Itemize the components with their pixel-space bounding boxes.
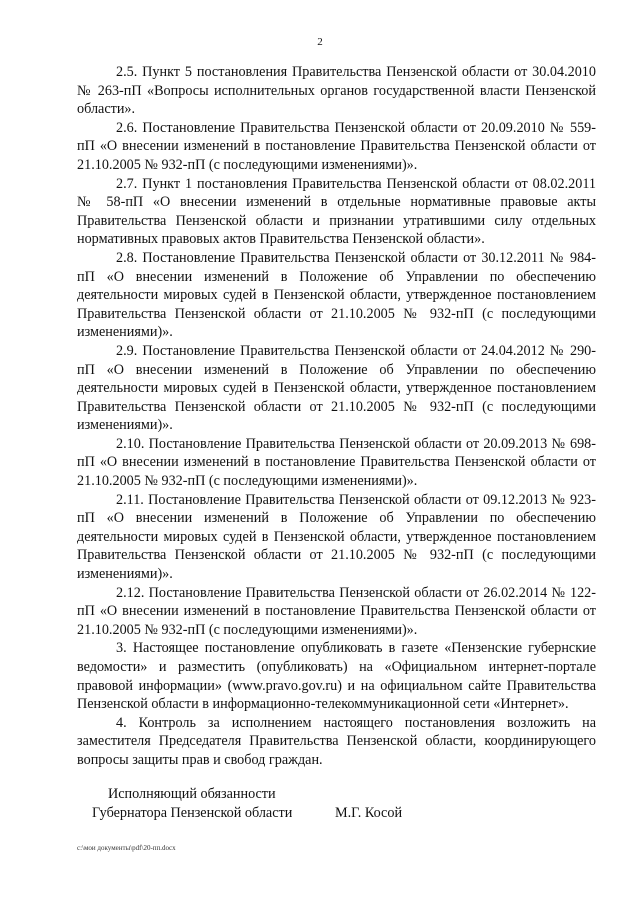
file-path-footer: c:\мои документы\pdf\20-пп.docx xyxy=(77,844,176,852)
paragraph-2-12: 2.12. Постановление Правительства Пензенской области от 26.02.2014 № 122-пП «О внесении изменений в постановление Правительства Пензенской области от 21.10.2005 № 932-пП (с последующими изменениями)». xyxy=(77,584,596,638)
signatory-name: М.Г. Косой xyxy=(335,805,403,821)
page-number: 2 xyxy=(317,36,323,48)
paragraph-2-8: 2.8. Постановление Правительства Пензенской области от 30.12.2011 № 984-пП «О внесении изменений в Положение об Управлении по обеспечению деятельности мировых судей в Пензенской области, утвержденное постановлением Правительства Пензенской области от 21.10.2005 № 932-пП (с последующими изменениями)». xyxy=(77,249,596,341)
paragraph-2-10: 2.10. Постановление Правительства Пензенской области от 20.09.2013 № 698-пП «О внесении изменений в постановление Правительства Пензенской области от 21.10.2005 № 932-пП (с последующими изменениями)». xyxy=(77,435,596,490)
signatory-title-line1: Исполняющий обязанности xyxy=(108,786,276,802)
paragraph-2-11: 2.11. Постановление Правительства Пензенской области от 09.12.2013 № 923-пП «О внесении изменений в Положение об Управлении по обеспечению деятельности мировых судей в Пензенской области, утвержденное постановлением Правительства Пензенской области от 21.10.2005 № 932-пП (с последующими изменениями)». xyxy=(77,491,596,583)
paragraph-2-6: 2.6. Постановление Правительства Пензенской области от 20.09.2010 № 559-пП «О внесении изменений в постановление Правительства Пензенской области от 21.10.2005 № 932-пП (с последующими изменениями)». xyxy=(77,119,596,173)
document-body xyxy=(77,63,596,770)
paragraph-4: 4. Контроль за исполнением настоящего постановления возложить на заместителя Председателя Правительства Пензенской области, координирующего вопросы защиты прав и свобод граждан. xyxy=(77,714,596,768)
signatory-title-line2: Губернатора Пензенской области xyxy=(92,805,293,821)
paragraph-2-9: 2.9. Постановление Правительства Пензенской области от 24.04.2012 № 290-пП «О внесении изменений в Положение об Управлении по обеспечению деятельности мировых судей в Пензенской области, утвержденное постановлением Правительства Пензенской области от 21.10.2005 № 932-пП (с последующими изменениями)». xyxy=(77,342,596,434)
paragraph-2-5: 2.5. Пункт 5 постановления Правительства Пензенской области от 30.04.2010 № 263-пП «Вопросы исполнительных органов государственной власти Пензенской области». xyxy=(77,64,596,118)
paragraph-2-7: 2.7. Пункт 1 постановления Правительства Пензенской области от 08.02.2011 № 58-пП «О внесении изменений в отдельные нормативные правовые акты Правительства Пензенской области и признании утратившими силу отдельных нормативных правовых актов Правительства Пензенской области». xyxy=(77,175,596,248)
paragraph-3: 3. Настоящее постановление опубликовать в газете «Пензенские губернские ведомости» и разместить (опубликовать) на «Официальном интернет-портале правовой информации» (www.pravo.gov.ru) и на официальном сайте Правительства Пензенской области в информационно-телекоммуникационной сети «Интернет». xyxy=(77,640,596,713)
